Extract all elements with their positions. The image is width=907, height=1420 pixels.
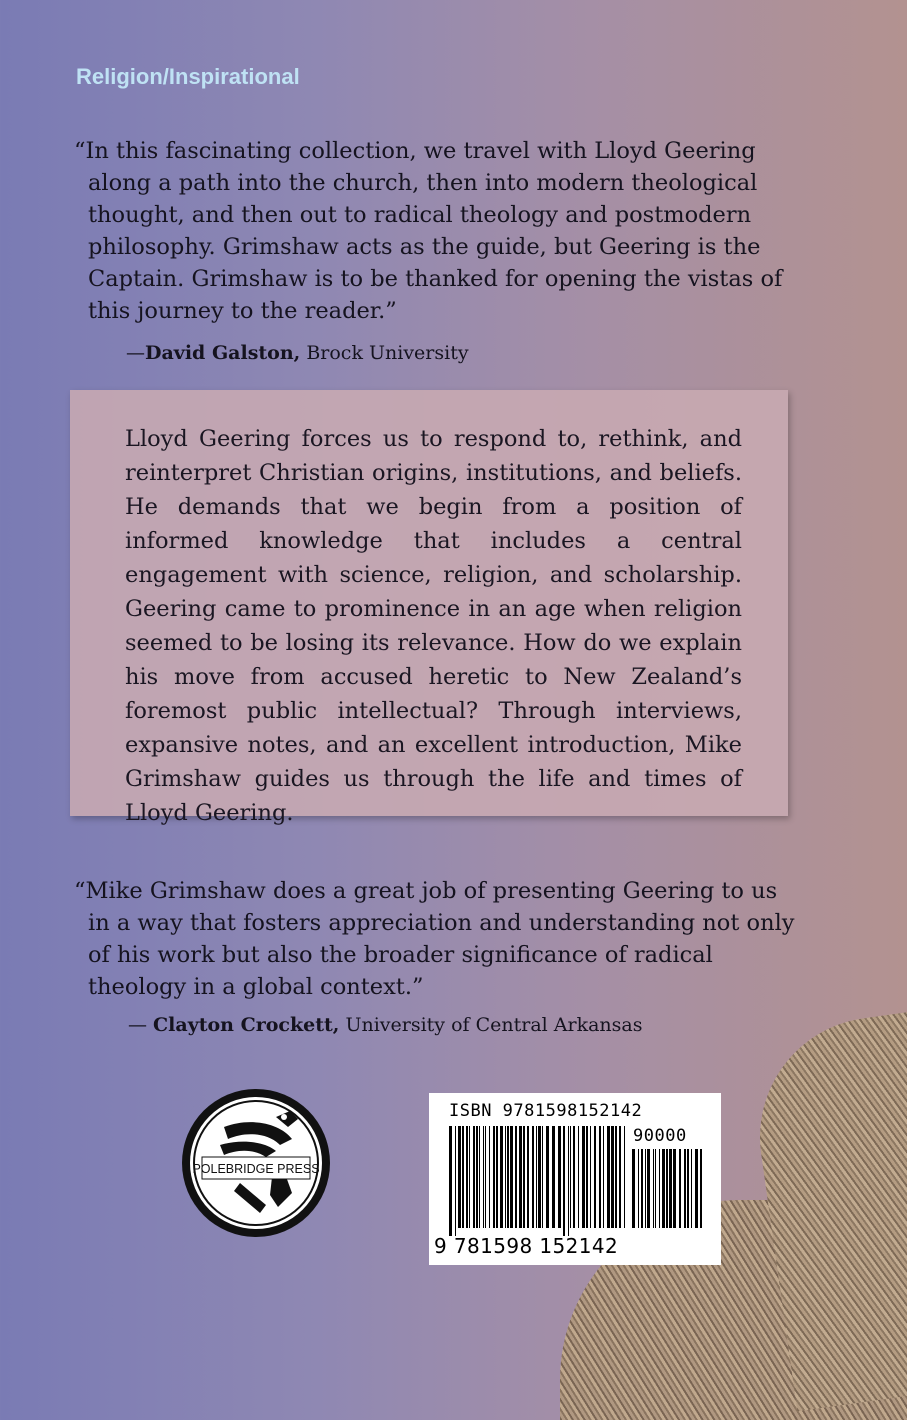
polebridge-press-logo <box>180 1087 332 1239</box>
barcode-bar <box>570 1126 571 1228</box>
barcode-bar <box>449 1126 452 1236</box>
quote-text: “Mike Grimshaw does a great job of presenting Geering to us in a way that fosters appreciation and understanding not only of his work but also the broader significance of radical theology in a global context.” <box>74 878 795 1000</box>
barcode-bar <box>476 1126 478 1228</box>
barcode-bar <box>507 1126 509 1228</box>
barcode-bar <box>515 1126 517 1228</box>
barcode-bar <box>607 1126 610 1228</box>
isbn-barcode <box>429 1093 721 1265</box>
barcode-bar <box>483 1126 484 1228</box>
barcode-bar <box>485 1126 486 1228</box>
barcode-bar <box>536 1126 537 1228</box>
barcode-bar <box>458 1126 461 1228</box>
addon-barcode-bars <box>632 1149 704 1236</box>
barcode-bar <box>493 1126 495 1228</box>
barcode-bar <box>641 1149 643 1228</box>
book-description-panel <box>70 390 788 826</box>
barcode-bar <box>469 1126 470 1228</box>
barcode-bar <box>673 1149 676 1228</box>
book-description-text: Lloyd Geering forces us to respond to, rethink, and reinterpret Christian origins, institutions, and beliefs. He demands that we begin from a position of informed knowledge that includes a central engagement with science, religion, and scholarship. Geering came to prominence in an age when religion seemed to be losing its relevance. How do we explain his move from accused heretic to New Zealand’s foremost public intellectual? Through interviews, expansive notes, and an excellent introduction, Mike Grimshaw guides us through the life and times of Lloyd Geering. <box>125 426 742 826</box>
barcode-bar <box>586 1126 588 1228</box>
barcode-bar <box>510 1126 513 1228</box>
endorsement-quote-galston <box>74 135 814 369</box>
attribution-affiliation: Brock University <box>300 342 469 364</box>
barcode-bar <box>538 1126 541 1228</box>
barcode-bar <box>687 1149 689 1228</box>
barcode-bar <box>615 1126 617 1228</box>
barcode-bar <box>666 1149 668 1228</box>
barcode-bar <box>594 1126 596 1228</box>
barcode-bar <box>679 1149 681 1228</box>
barcode-bar <box>578 1126 579 1228</box>
quote-attribution: —David Galston, Brock University <box>126 342 469 364</box>
quote-attribution: — Clayton Crockett, University of Central Arkansas <box>128 1014 643 1036</box>
barcode-bar <box>473 1126 475 1228</box>
barcode-bar <box>462 1126 464 1228</box>
barcode-bar <box>647 1149 650 1228</box>
quote-text: “In this fascinating collection, we travel with Lloyd Geering along a path into the church, then into modern theological thought, and then out to radical theology and postmodern philosophy. Grimshaw acts as the guide, but Geering is the Captain. Grimshaw is to be thanked for opening the vistas of this journey to the reader.” <box>74 138 783 324</box>
barcode-bar <box>527 1126 529 1228</box>
barcode-bar <box>645 1149 646 1228</box>
barcode-bar <box>582 1126 585 1228</box>
barcode-bar <box>662 1149 665 1228</box>
barcode-bar <box>505 1126 506 1228</box>
barcode-bar <box>659 1149 660 1228</box>
barcode-bar <box>466 1126 468 1228</box>
barcode-bar <box>568 1126 569 1236</box>
barcode-bar <box>700 1149 702 1228</box>
barcode-bar <box>563 1126 565 1236</box>
isbn-number: ISBN 9781598152142 <box>449 1101 643 1121</box>
barcode-bar <box>684 1149 686 1228</box>
publisher-name: POLEBRIDGE PRESS <box>192 1162 320 1176</box>
endorsement-quote-crockett <box>74 875 804 1041</box>
attribution-name: David Galston, <box>145 342 301 364</box>
barcode-bar <box>523 1126 525 1228</box>
barcode-bar <box>624 1126 625 1228</box>
barcode-bar <box>691 1149 692 1228</box>
barcode-bar <box>500 1126 503 1228</box>
barcode-bar <box>653 1149 654 1228</box>
barcode-digits: 9 781598 152142 <box>434 1234 619 1258</box>
barcode-bar <box>655 1149 656 1228</box>
barcode-bar <box>552 1126 555 1228</box>
barcode-bar <box>573 1126 575 1228</box>
barcode-bar <box>632 1149 635 1228</box>
barcode-bar <box>489 1126 490 1228</box>
barcode-bar <box>611 1126 614 1228</box>
barcode-bar <box>519 1126 522 1228</box>
ean-barcode-bars <box>449 1126 627 1236</box>
barcode-bar <box>669 1149 672 1228</box>
barcode-bar <box>546 1126 549 1228</box>
barcode-bar <box>496 1126 498 1228</box>
price-addon-code: 90000 <box>633 1126 687 1146</box>
barcode-bar <box>638 1149 639 1228</box>
barcode-bar <box>479 1126 480 1228</box>
barcode-bar <box>603 1126 604 1228</box>
barcode-bar <box>542 1126 543 1228</box>
barcode-bar <box>619 1126 621 1228</box>
barcode-bar <box>558 1126 561 1228</box>
barcode-bar <box>599 1126 601 1228</box>
barcode-bar <box>590 1126 591 1228</box>
barcode-bar <box>532 1126 534 1228</box>
attribution-name: Clayton Crockett, <box>153 1014 340 1036</box>
barcode-bar <box>455 1126 456 1236</box>
barcode-bar <box>695 1149 698 1228</box>
category-label: Religion/Inspirational <box>76 64 300 89</box>
attribution-affiliation: University of Central Arkansas <box>339 1014 643 1036</box>
